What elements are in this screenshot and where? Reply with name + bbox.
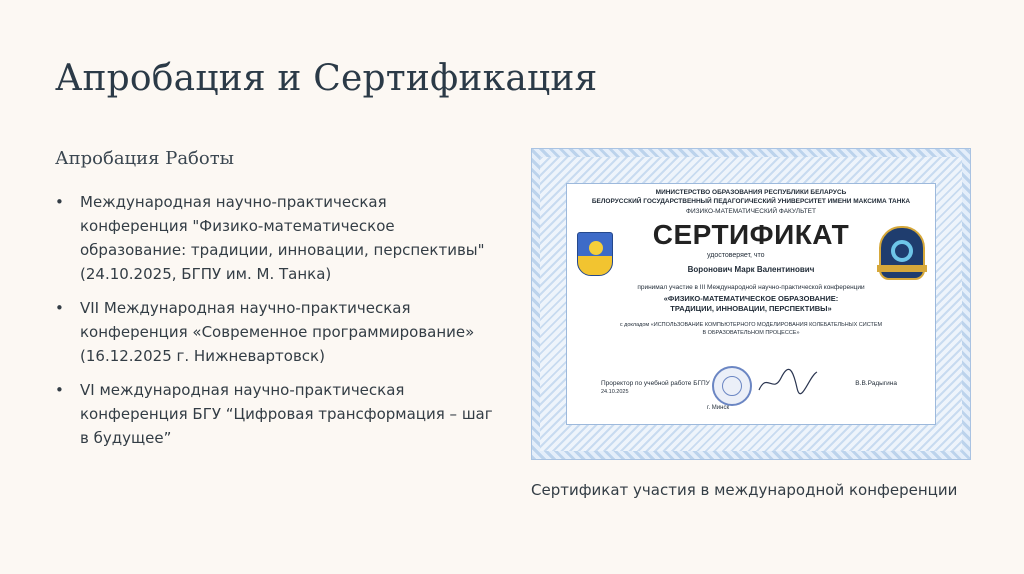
list-item-text: VII Международная научно-практическая конференция «Современное программирование» (16.12.2025 г. Нижневартовск) [80,299,475,365]
list-item [55,296,495,368]
cert-city: г. Минск [707,405,730,411]
bullet-marker: • [55,193,64,211]
certificate-body [566,183,936,425]
list-item [55,190,495,286]
cert-heading: СЕРТИФИКАТ [652,219,850,250]
image-caption: Сертификат участия в международной конференции [531,481,958,499]
list-item-text: Международная научно-практическая конференция "Физико-математическое образование: традиции, инновации, перспективы" (24.10.2025, БГПУ им. М. Танка) [80,193,485,283]
cert-signer-name: В.В.Радыгина [855,380,897,387]
cert-university: БЕЛОРУССКИЙ ГОСУДАРСТВЕННЫЙ ПЕДАГОГИЧЕСКИЙ УНИВЕРСИТЕТ ИМЕНИ МАКСИМА ТАНКА [591,198,911,205]
bullet-marker: • [55,381,64,399]
cert-signer-title: Проректор по учебной работе БГПУ [601,380,710,387]
cert-conference-title-1: «ФИЗИКО-МАТЕМАТИЧЕСКОЕ ОБРАЗОВАНИЕ: [663,294,839,303]
bullet-marker: • [55,299,64,317]
cert-participation: принимал участие в III Международной научно-практической конференции [637,284,865,291]
cert-conference-title-2: ТРАДИЦИИ, ИННОВАЦИИ, ПЕРСПЕКТИВЫ» [670,304,832,313]
cert-ministry: МИНИСТЕРСТВО ОБРАЗОВАНИЯ РЕСПУБЛИКИ БЕЛАРУСЬ [655,189,847,196]
cert-report-title-1: с докладом «ИСПОЛЬЗОВАНИЕ КОМПЬЮТЕРНОГО МОДЕЛИРОВАНИЯ КОЛЕБАТЕЛЬНЫХ СИСТЕМ [619,322,883,328]
cert-report-title-2: В ОБРАЗОВАТЕЛЬНОМ ПРОЦЕССЕ» [702,330,800,336]
certificate-image [531,148,971,460]
section-subtitle: Апробация Работы [55,148,235,169]
signature-icon [757,366,819,396]
cert-faculty: ФИЗИКО-МАТЕМАТИЧЕСКИЙ ФАКУЛЬТЕТ [686,208,816,215]
list-item-text: VI международная научно-практическая конференция БГУ “Цифровая трансформация – шаг в будущее” [80,381,493,447]
cert-recipient-name: Воронович Марк Валентинович [687,265,815,274]
stamp-icon [712,366,752,406]
conference-list [55,190,495,460]
slide-title: Апробация и Сертификация [55,58,598,99]
stamp-inner-icon [722,376,742,396]
cert-date: 24.10.2025 [601,389,629,395]
list-item [55,378,495,450]
cert-certifies: удостоверяет, что [707,252,765,259]
